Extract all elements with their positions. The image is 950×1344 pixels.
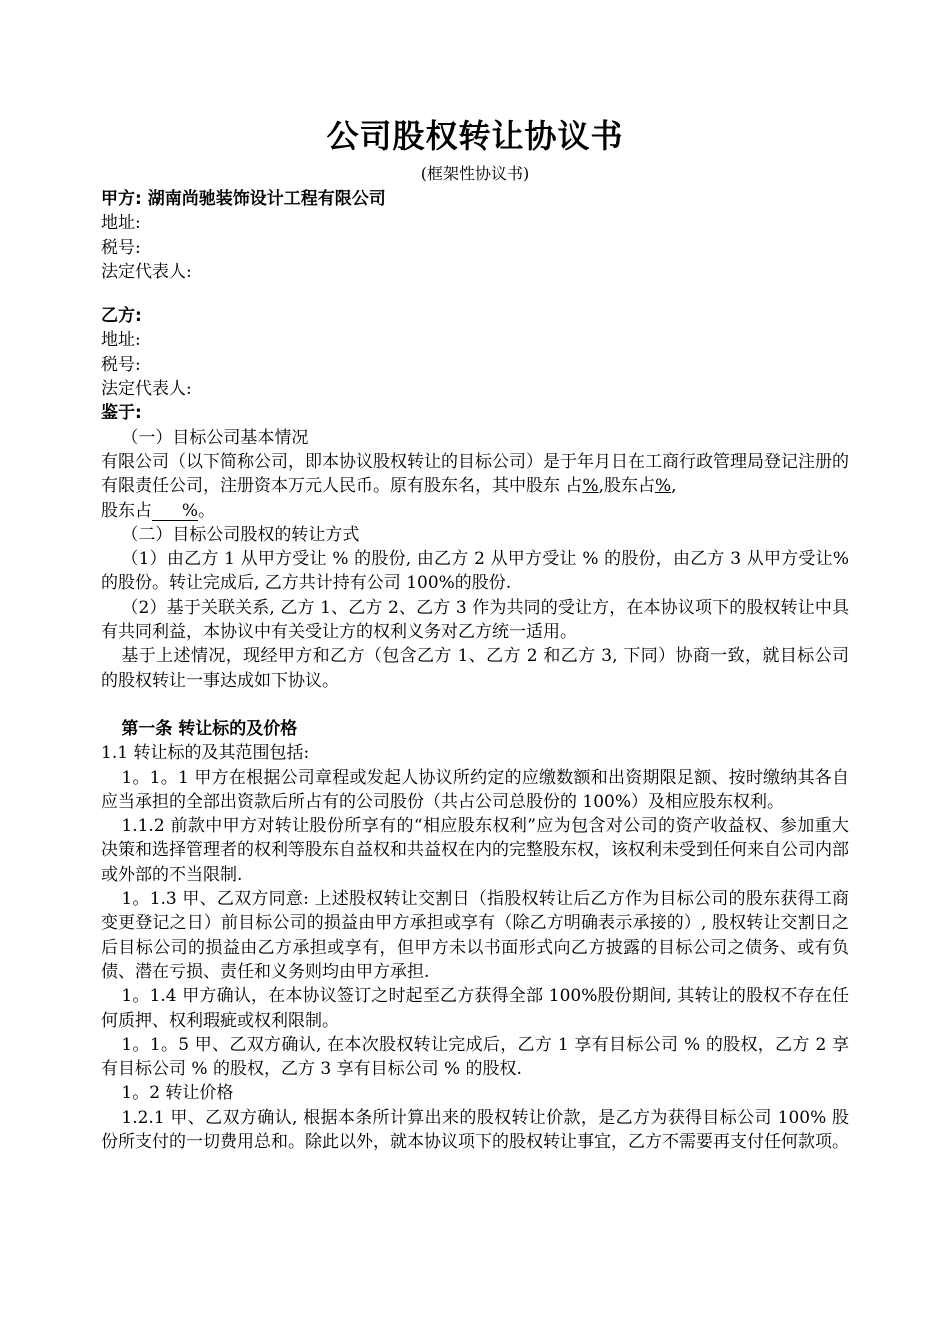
party-a-heading: 甲方: 湖南尚驰装饰设计工程有限公司 (101, 189, 386, 209)
party-b-address: 地址: (101, 330, 141, 351)
section-2-item-1: （1）由乙方 1 从甲方受让 % 的股份, 由乙方 2 从甲方受让 % 的股份，由乙方 3 从甲方受让%的股份。转让完成后, 乙方共计持有公司 100%的股份. (101, 549, 849, 594)
document-title: 公司股权转让协议书 (326, 117, 624, 155)
section-1-text: 有限公司（以下简称公司，即本协议股权转让的目标公司）是于年月日在工商行政管理局登记注册的有限责任公司，注册资本万元人民币。原有股东名，其中股东 占 (101, 451, 849, 497)
article-1-1-2: 1.1.2 前款中甲方对转让股份所享有的“相应股东权利”应为包含对公司的资产收益权、参加重大决策和选择管理者的权利等股东自益权和共益权在内的完整股东权，该权利未受到任何来自公司内部或外部的不当限制. (101, 816, 849, 885)
article-1-1-5: 1。1。5 甲、乙双方确认, 在本次股权转让完成后，乙方 1 享有目标公司 % 的股权，乙方 2 享有目标公司 % 的股权，乙方 3 享有目标公司 % 的股权. (101, 1034, 849, 1080)
pct-2: % (654, 476, 672, 497)
document-body (101, 111, 849, 1154)
pct-1: % (582, 476, 599, 497)
section-1-paragraph (101, 450, 849, 523)
party-a-tax-id: 税号: (101, 237, 141, 258)
party-a-legal-rep: 法定代表人: (101, 261, 192, 282)
party-b-legal-rep: 法定代表人: (101, 379, 192, 400)
section-1-line3-b: 。 (198, 500, 215, 521)
section-1-end: , (671, 476, 677, 497)
spacer (101, 284, 849, 304)
document-subtitle: (框架性协议书) (420, 164, 530, 183)
spacer (101, 693, 849, 717)
section-2-conclusion: 基于上述情况，现经甲方和乙方（包含乙方 1、乙方 2 和乙方 3, 下同）协商一致，就目标公司的股权转让一事达成如下协议。 (101, 646, 849, 691)
article-1-1-1: 1。1。1 甲方在根据公司章程或发起人协议所约定的应缴数额和出资期限足额、按时缴纳其各自应当承担的全部出资款后所占有的公司股份（共占公司总股份的 100%）及相应股东权利。 (101, 767, 849, 812)
article-1-1: 1.1 转让标的及其范围包括: (101, 743, 310, 764)
article-1-2: 1。2 转让价格 (121, 1083, 234, 1104)
whereas-heading: 鉴于: (101, 403, 142, 424)
pct-3: % (152, 502, 198, 521)
section-1-mid: ,股东占 (598, 476, 655, 497)
section-2-title: （二）目标公司股权的转让方式 (121, 524, 360, 545)
section-2-item-2: （2）基于关联关系, 乙方 1、乙方 2、乙方 3 作为共同的受让方，在本协议项下的股权转让中具有共同利益，本协议中有关受让方的权利义务对乙方统一适用。 (101, 597, 849, 643)
article-1-1-4: 1。1.4 甲方确认，在本协议签订之时起至乙方获得全部 100%股份期间, 其转让的股权不存在任何质押、权利瑕疵或权利限制。 (101, 986, 849, 1031)
article-1-title: 第一条 转让标的及价格 (121, 718, 298, 739)
section-1-title: （一）目标公司基本情况 (121, 427, 309, 448)
party-b-heading: 乙方: (101, 306, 142, 327)
section-1-line3-a: 股东占 (101, 500, 152, 521)
article-1-2-1: 1.2.1 甲、乙双方确认, 根据本条所计算出来的股权转让价款，是乙方为获得目标公司 100% 股份所支付的一切费用总和。除此以外，就本协议项下的股权转让事宜，乙方不需要再支付任何款项。 (101, 1107, 849, 1152)
party-b-tax-id: 税号: (101, 354, 141, 375)
party-a-address: 地址: (101, 213, 141, 234)
article-1-1-3: 1。1.3 甲、乙双方同意: 上述股权转让交割日（指股权转让后乙方作为目标公司的股东获得工商变更登记之日）前目标公司的损益由甲方承担或享有（除乙方明确表示承接的）, 股权转让交割日之后目标公司的损益由乙方承担或享有，但甲方未以书面形式向乙方披露的目标公司之债务、或有负债、潜在亏损、责任和义务则均由甲方承担. (101, 889, 849, 982)
